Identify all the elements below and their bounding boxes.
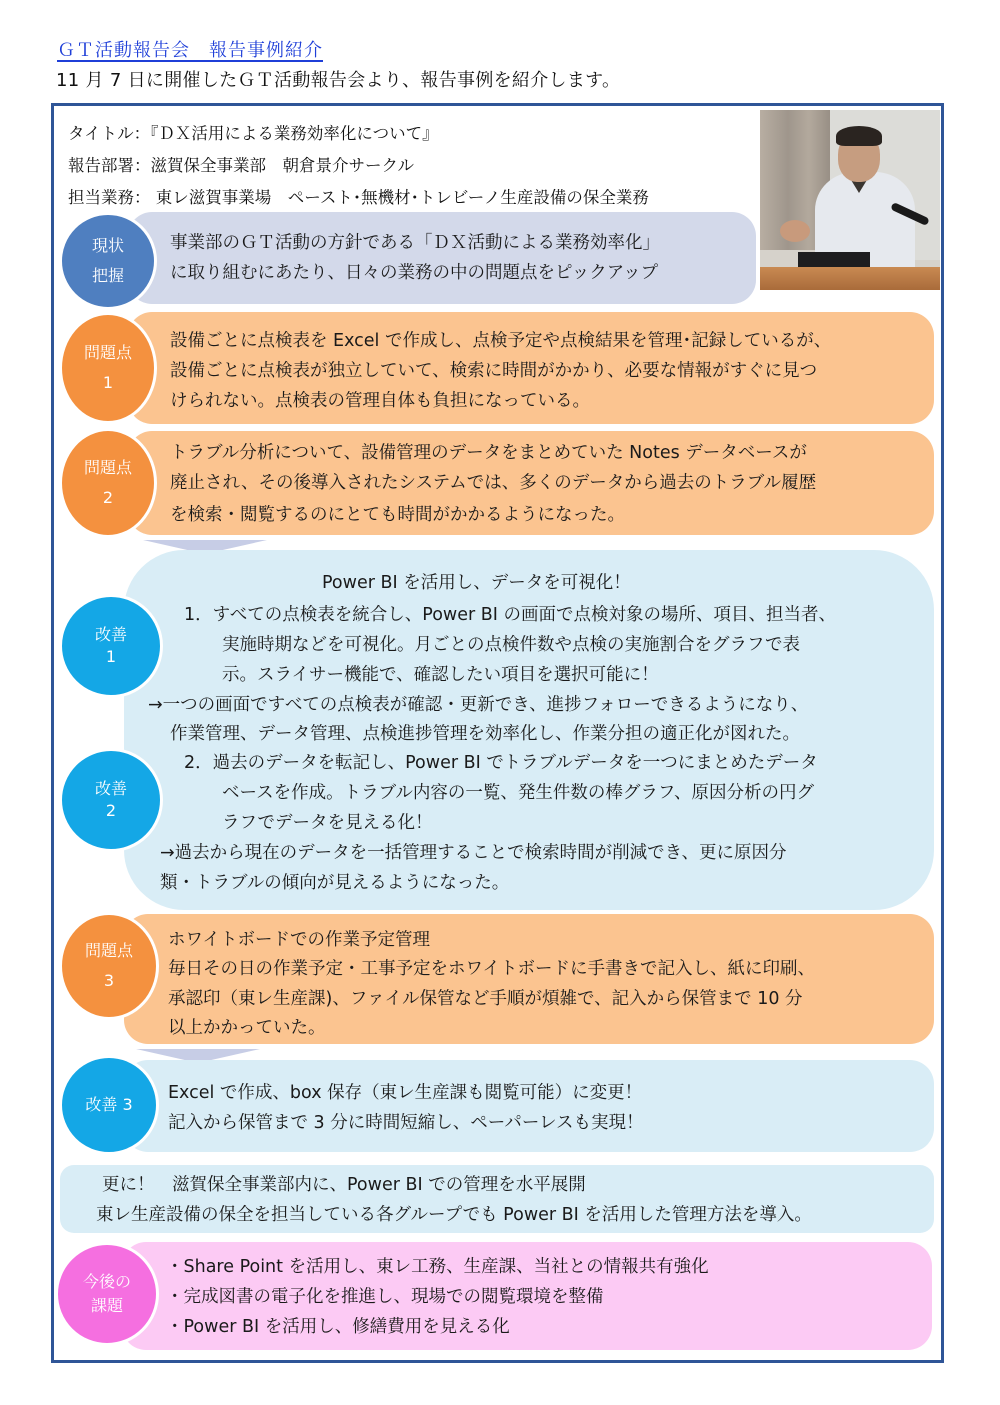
future-text-2: ・完成図書の電子化を推進し、現場での閲覧環境を整備 [166, 1287, 604, 1307]
problem3-text-3: 承認印（東レ生産課)、ファイル保管など手順が煩雑で、記入から保管まで 10 分 [168, 989, 803, 1009]
problem2-text-3: を検索・閲覧するのにとても時間がかかるようになった。 [170, 505, 625, 525]
future-label-line2: 課題 [90, 1296, 123, 1315]
current-label-line1: 現状 [91, 236, 124, 255]
problem1-text-3: けられない。点検表の管理自体も負担になっている。 [170, 391, 590, 411]
problem2-badge [59, 428, 157, 538]
problem1-text-2: 設備ごとに点検表が独立していて、検索に時間がかかり、必要な情報がすぐに見つ [170, 361, 818, 381]
photo-podium [760, 267, 940, 290]
further-text-1: 更に！ 滋賀保全事業部内に、Power BI での管理を水平展開 [102, 1175, 586, 1195]
problem3-text-1: ホワイトボードでの作業予定管理 [168, 930, 430, 950]
current-situation-badge [59, 212, 157, 310]
improvement-text-5: 作業管理、データ管理、点検進捗管理を効率化し、作業分担の適正化が図れた。 [170, 724, 800, 744]
improvement-text-6: 2．過去のデータを転記し、Power BI でトラブルデータを一つにまとめたデータ [184, 753, 818, 773]
current-text-2: に取り組むにあたり、日々の業務の中の問題点をピックアップ [170, 263, 659, 283]
report-department-line: 報告部署：滋賀保全事業部 朝倉景介サークル [68, 156, 415, 175]
problem3-text-2: 毎日その日の作業予定・工事予定をホワイトボードに手書きで記入し、紙に印刷、 [168, 959, 815, 979]
problem3-label-line1: 問題点 [84, 941, 133, 960]
improvement3-badge [59, 1055, 159, 1155]
improvement-text-7: ベースを作成。トラブル内容の一覧、発生件数の棒グラフ、原因分析の円グ [222, 783, 815, 803]
problem2-label-line2: 2 [102, 488, 114, 507]
report-title-line: タイトル：『ＤＸ活用による業務効率化について』 [68, 124, 439, 143]
problem3-text-4: 以上かかっていた。 [168, 1018, 326, 1038]
current-label-line2: 把握 [91, 266, 124, 285]
improvement-text-3: 示。スライサー機能で、確認したい項目を選択可能に！ [222, 665, 659, 685]
problem3-label-line2: 3 [103, 971, 115, 990]
intro-text: 11 月 7 日に開催したＧＴ活動報告会より、報告事例を紹介します。 [56, 70, 621, 91]
future-badge [55, 1242, 159, 1346]
improvement3-label: 改善 3 [85, 1095, 133, 1114]
photo-person-hand [780, 220, 810, 242]
problem2-text-2: 廃止され、その後導入されたシステムでは、多くのデータから過去のトラブル履歴 [170, 473, 817, 493]
photo-person-hair [836, 126, 882, 146]
problem1-label-line1: 問題点 [83, 343, 132, 362]
problem1-badge [59, 312, 157, 424]
future-text-1: ・Share Point を活用し、東レ工務、生産課、当社との情報共有強化 [166, 1257, 709, 1277]
current-text-1: 事業部のＧＴ活動の方針である「ＤＸ活動による業務効率化」 [170, 233, 660, 253]
improvement-text-2: 実施時期などを可視化。月ごとの点検件数や点検の実施割合をグラフで表 [222, 635, 801, 655]
problem2-text-1: トラブル分析について、設備管理のデータをまとめていた Notes データベースが [170, 443, 807, 463]
problem1-text-1: 設備ごとに点検表を Excel で作成し、点検予定や点検結果を管理･記録しているが、 [170, 331, 832, 351]
improvement-text-4: →一つの画面ですべての点検表が確認・更新でき、進捗フォローできるようになり、 [148, 695, 809, 715]
improvement2-label-line1: 改善 [94, 779, 127, 798]
presenter-photo [760, 110, 940, 290]
improvement-text-9: →過去から現在のデータを一括管理することで検索時間が削減でき、更に原因分 [160, 843, 787, 863]
improvement3-text-2: 記入から保管まで 3 分に時間短縮し、ペーパーレスも実現！ [168, 1113, 644, 1133]
further-text-2: 東レ生産設備の保全を担当している各グループでも Power BI を活用した管理方法を導入。 [96, 1205, 812, 1225]
improvement3-text-1: Excel で作成、box 保存（東レ生産課も閲覧可能）に変更！ [168, 1083, 643, 1103]
page-heading: ＧＴ活動報告会 報告事例紹介 [57, 40, 323, 61]
improvement1-badge [59, 594, 163, 698]
improvement-heading: Power BI を活用し、データを可視化！ [322, 573, 631, 593]
problem3-badge [59, 912, 159, 1020]
problem1-label-line2: 1 [102, 373, 114, 392]
future-label-line1: 今後の [82, 1272, 131, 1291]
improvement1-label-line1: 改善 [94, 625, 127, 644]
improvement2-badge [59, 748, 163, 852]
future-text-3: ・Power BI を活用し、修繕費用を見える化 [166, 1317, 510, 1337]
improvement2-label-line2: 2 [105, 801, 117, 820]
improvement-text-10: 類・トラブルの傾向が見えるようになった。 [160, 873, 510, 893]
improvement1-label-line2: 1 [105, 647, 117, 666]
improvement-text-8: ラフでデータを見える化！ [222, 813, 433, 833]
report-duty-line: 担当業務： 東レ滋賀事業場 ペースト･無機材･トレビーノ生産設備の保全業務 [68, 188, 649, 207]
improvement-text-1: 1．すべての点検表を統合し、Power BI の画面で点検対象の場所、項目、担当者、 [184, 605, 836, 625]
problem2-label-line1: 問題点 [83, 458, 132, 477]
